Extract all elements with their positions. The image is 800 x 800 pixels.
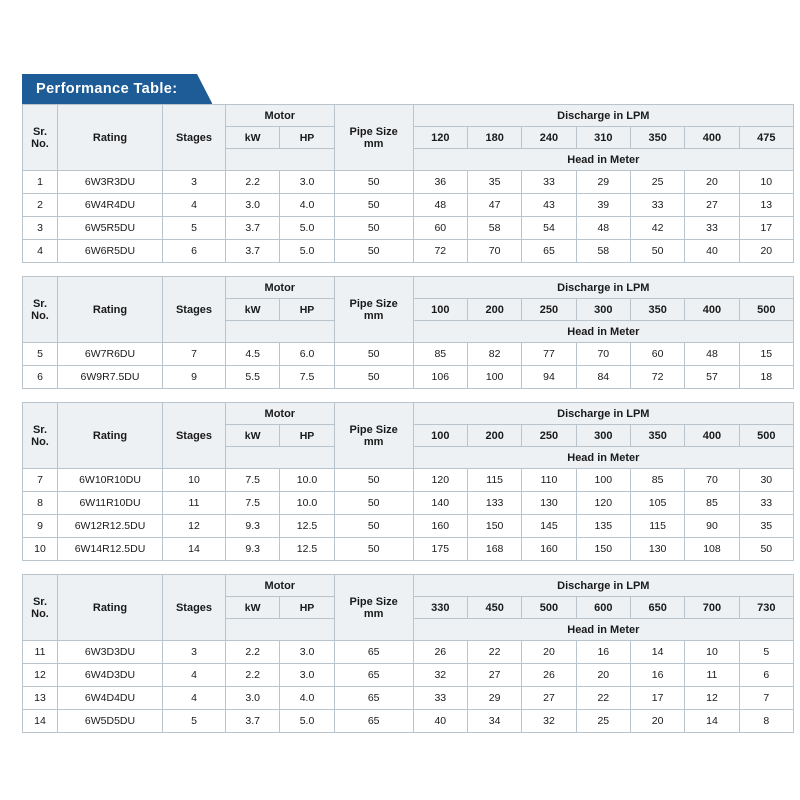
performance-table [22,574,794,733]
cell-head-meter: 58 [467,217,521,240]
cell-head-meter: 82 [467,343,521,366]
column-header-discharge-value: 400 [685,299,739,321]
cell-stages: 14 [163,538,226,561]
cell-sr-no: 5 [23,343,58,366]
cell-head-meter: 25 [576,710,630,733]
cell-pipe-size: 65 [334,641,413,664]
column-header-discharge-value: 500 [522,597,576,619]
cell-motor-kw: 4.5 [226,343,280,366]
cell-head-meter: 20 [522,641,576,664]
cell-head-meter: 175 [413,538,467,561]
cell-head-meter: 50 [739,538,793,561]
column-header-discharge-value: 350 [630,425,684,447]
cell-head-meter: 70 [576,343,630,366]
cell-stages: 9 [163,366,226,389]
cell-head-meter: 30 [739,469,793,492]
cell-head-meter: 65 [522,240,576,263]
cell-motor-kw: 3.7 [226,217,280,240]
cell-head-meter: 110 [522,469,576,492]
table-header-row [23,105,794,127]
column-header-pipe-size [334,403,413,469]
cell-pipe-size: 50 [334,240,413,263]
page-title: Performance Table: [22,74,212,104]
column-header-head-in-meter: Head in Meter [413,149,793,171]
cell-stages: 11 [163,492,226,515]
column-header-discharge-value: 300 [576,299,630,321]
cell-rating: 6W14R12.5DU [58,538,163,561]
cell-head-meter: 48 [685,343,739,366]
cell-motor-hp: 3.0 [280,641,334,664]
header-spacer-motor [226,149,335,171]
cell-rating: 6W11R10DU [58,492,163,515]
cell-head-meter: 16 [576,641,630,664]
cell-motor-hp: 12.5 [280,538,334,561]
column-header-kw: kW [226,597,280,619]
cell-head-meter: 100 [467,366,521,389]
cell-motor-kw: 3.0 [226,687,280,710]
cell-head-meter: 145 [522,515,576,538]
pipe-line-1: Pipe Size [349,423,398,436]
column-header-discharge-value: 300 [576,425,630,447]
column-header-kw: kW [226,299,280,321]
column-header-rating: Rating [58,277,163,343]
cell-motor-kw: 9.3 [226,538,280,561]
column-header-discharge-value: 100 [413,299,467,321]
cell-head-meter: 12 [685,687,739,710]
cell-sr-no: 9 [23,515,58,538]
cell-head-meter: 150 [467,515,521,538]
cell-sr-no: 13 [23,687,58,710]
cell-motor-kw: 3.7 [226,240,280,263]
cell-head-meter: 17 [630,687,684,710]
column-header-discharge-value: 700 [685,597,739,619]
column-header-hp: HP [280,127,334,149]
cell-head-meter: 33 [413,687,467,710]
cell-stages: 10 [163,469,226,492]
cell-head-meter: 39 [576,194,630,217]
pipe-line-1: Pipe Size [349,125,398,138]
cell-head-meter: 85 [685,492,739,515]
pipe-line-2: mm [363,309,384,322]
sr-line-1: Sr. [32,297,48,310]
cell-pipe-size: 50 [334,492,413,515]
column-header-head-in-meter: Head in Meter [413,321,793,343]
cell-rating: 6W7R6DU [58,343,163,366]
column-header-stages: Stages [163,403,226,469]
tables-container [14,104,786,733]
cell-sr-no: 2 [23,194,58,217]
table-header-row [23,277,794,299]
pipe-line-2: mm [363,137,384,150]
cell-head-meter: 105 [630,492,684,515]
column-header-discharge-value: 500 [739,299,793,321]
cell-stages: 6 [163,240,226,263]
cell-head-meter: 35 [739,515,793,538]
cell-head-meter: 48 [413,194,467,217]
column-header-discharge-value: 400 [685,127,739,149]
cell-rating: 6W3D3DU [58,641,163,664]
cell-head-meter: 16 [630,664,684,687]
cell-head-meter: 40 [413,710,467,733]
performance-table [22,276,794,389]
cell-motor-kw: 2.2 [226,664,280,687]
cell-head-meter: 160 [522,538,576,561]
cell-head-meter: 27 [522,687,576,710]
cell-head-meter: 43 [522,194,576,217]
cell-head-meter: 10 [685,641,739,664]
table-header-row [23,403,794,425]
cell-stages: 3 [163,171,226,194]
cell-head-meter: 54 [522,217,576,240]
table-row [23,492,794,515]
column-header-discharge-value: 240 [522,127,576,149]
column-header-stages: Stages [163,575,226,641]
performance-table [22,402,794,561]
cell-head-meter: 6 [739,664,793,687]
column-header-sr-no [23,105,58,171]
cell-head-meter: 60 [413,217,467,240]
cell-head-meter: 168 [467,538,521,561]
cell-sr-no: 10 [23,538,58,561]
cell-stages: 3 [163,641,226,664]
cell-motor-hp: 12.5 [280,515,334,538]
cell-motor-kw: 2.2 [226,641,280,664]
cell-head-meter: 25 [630,171,684,194]
cell-head-meter: 58 [576,240,630,263]
column-header-discharge-value: 120 [413,127,467,149]
column-header-pipe-size [334,277,413,343]
cell-motor-hp: 3.0 [280,171,334,194]
cell-head-meter: 20 [576,664,630,687]
cell-motor-hp: 5.0 [280,240,334,263]
cell-sr-no: 14 [23,710,58,733]
cell-head-meter: 13 [739,194,793,217]
cell-motor-hp: 6.0 [280,343,334,366]
cell-rating: 6W12R12.5DU [58,515,163,538]
column-header-discharge-value: 310 [576,127,630,149]
column-header-motor: Motor [226,105,335,127]
cell-head-meter: 33 [630,194,684,217]
cell-head-meter: 140 [413,492,467,515]
cell-head-meter: 20 [739,240,793,263]
cell-head-meter: 150 [576,538,630,561]
column-header-discharge-value: 330 [413,597,467,619]
table-row [23,343,794,366]
cell-motor-hp: 4.0 [280,194,334,217]
cell-head-meter: 15 [739,343,793,366]
column-header-sr-no [23,277,58,343]
cell-stages: 5 [163,710,226,733]
cell-motor-kw: 3.0 [226,194,280,217]
cell-head-meter: 22 [576,687,630,710]
sr-line-2: No. [31,309,49,322]
cell-pipe-size: 50 [334,194,413,217]
column-header-discharge-lpm: Discharge in LPM [413,277,793,299]
column-header-motor: Motor [226,575,335,597]
column-header-kw: kW [226,127,280,149]
column-header-head-in-meter: Head in Meter [413,447,793,469]
column-header-sr-no [23,575,58,641]
cell-motor-kw: 2.2 [226,171,280,194]
cell-head-meter: 5 [739,641,793,664]
cell-pipe-size: 65 [334,710,413,733]
column-header-discharge-value: 730 [739,597,793,619]
cell-head-meter: 26 [522,664,576,687]
table-row [23,194,794,217]
sr-line-1: Sr. [32,595,48,608]
cell-pipe-size: 65 [334,687,413,710]
column-header-discharge-value: 450 [467,597,521,619]
cell-motor-hp: 4.0 [280,687,334,710]
cell-head-meter: 72 [630,366,684,389]
cell-pipe-size: 65 [334,664,413,687]
column-header-discharge-value: 100 [413,425,467,447]
cell-head-meter: 36 [413,171,467,194]
cell-head-meter: 115 [630,515,684,538]
column-header-discharge-value: 350 [630,299,684,321]
cell-head-meter: 120 [576,492,630,515]
cell-head-meter: 42 [630,217,684,240]
cell-head-meter: 20 [685,171,739,194]
cell-head-meter: 20 [630,710,684,733]
cell-sr-no: 7 [23,469,58,492]
cell-head-meter: 8 [739,710,793,733]
cell-head-meter: 29 [467,687,521,710]
cell-head-meter: 48 [576,217,630,240]
column-header-discharge-value: 400 [685,425,739,447]
cell-head-meter: 22 [467,641,521,664]
column-header-rating: Rating [58,403,163,469]
column-header-discharge-value: 200 [467,425,521,447]
cell-motor-hp: 5.0 [280,710,334,733]
table-row [23,366,794,389]
cell-sr-no: 1 [23,171,58,194]
table-row [23,641,794,664]
cell-pipe-size: 50 [334,469,413,492]
column-header-discharge-lpm: Discharge in LPM [413,403,793,425]
cell-sr-no: 12 [23,664,58,687]
cell-motor-hp: 7.5 [280,366,334,389]
column-header-sr-no [23,403,58,469]
cell-head-meter: 72 [413,240,467,263]
cell-motor-hp: 10.0 [280,492,334,515]
cell-head-meter: 106 [413,366,467,389]
header-spacer-motor [226,321,335,343]
cell-head-meter: 27 [467,664,521,687]
cell-head-meter: 57 [685,366,739,389]
cell-head-meter: 29 [576,171,630,194]
column-header-discharge-value: 180 [467,127,521,149]
cell-head-meter: 115 [467,469,521,492]
cell-head-meter: 60 [630,343,684,366]
table-row [23,687,794,710]
table-row [23,171,794,194]
column-header-rating: Rating [58,105,163,171]
cell-head-meter: 17 [739,217,793,240]
column-header-discharge-value: 500 [739,425,793,447]
cell-head-meter: 34 [467,710,521,733]
cell-pipe-size: 50 [334,343,413,366]
column-header-hp: HP [280,425,334,447]
cell-pipe-size: 50 [334,366,413,389]
column-header-hp: HP [280,597,334,619]
pipe-line-1: Pipe Size [349,297,398,310]
cell-pipe-size: 50 [334,171,413,194]
cell-head-meter: 130 [630,538,684,561]
column-header-stages: Stages [163,105,226,171]
cell-head-meter: 77 [522,343,576,366]
table-row [23,515,794,538]
cell-head-meter: 32 [413,664,467,687]
cell-head-meter: 85 [413,343,467,366]
column-header-motor: Motor [226,277,335,299]
cell-sr-no: 6 [23,366,58,389]
sr-line-1: Sr. [32,423,48,436]
cell-rating: 6W5D5DU [58,710,163,733]
cell-rating: 6W5R5DU [58,217,163,240]
cell-motor-kw: 9.3 [226,515,280,538]
sr-line-1: Sr. [32,125,48,138]
cell-stages: 4 [163,664,226,687]
cell-stages: 4 [163,687,226,710]
pipe-line-2: mm [363,435,384,448]
cell-rating: 6W6R5DU [58,240,163,263]
header-spacer-motor [226,619,335,641]
column-header-head-in-meter: Head in Meter [413,619,793,641]
cell-head-meter: 27 [685,194,739,217]
cell-head-meter: 50 [630,240,684,263]
column-header-hp: HP [280,299,334,321]
column-header-discharge-lpm: Discharge in LPM [413,575,793,597]
cell-head-meter: 135 [576,515,630,538]
cell-motor-hp: 5.0 [280,217,334,240]
cell-head-meter: 32 [522,710,576,733]
cell-head-meter: 84 [576,366,630,389]
cell-motor-kw: 7.5 [226,469,280,492]
column-header-pipe-size [334,575,413,641]
cell-stages: 7 [163,343,226,366]
cell-head-meter: 35 [467,171,521,194]
cell-head-meter: 10 [739,171,793,194]
cell-rating: 6W9R7.5DU [58,366,163,389]
column-header-discharge-value: 600 [576,597,630,619]
sr-line-2: No. [31,435,49,448]
pipe-line-2: mm [363,607,384,620]
sr-line-2: No. [31,137,49,150]
table-header-row [23,575,794,597]
cell-head-meter: 26 [413,641,467,664]
table-row [23,469,794,492]
cell-motor-hp: 3.0 [280,664,334,687]
table-row [23,538,794,561]
cell-rating: 6W4D3DU [58,664,163,687]
column-header-pipe-size [334,105,413,171]
column-header-discharge-value: 475 [739,127,793,149]
cell-head-meter: 33 [522,171,576,194]
cell-head-meter: 33 [685,217,739,240]
cell-rating: 6W10R10DU [58,469,163,492]
cell-head-meter: 14 [630,641,684,664]
cell-motor-kw: 5.5 [226,366,280,389]
cell-rating: 6W3R3DU [58,171,163,194]
cell-head-meter: 90 [685,515,739,538]
cell-sr-no: 4 [23,240,58,263]
column-header-discharge-value: 200 [467,299,521,321]
cell-pipe-size: 50 [334,538,413,561]
cell-head-meter: 108 [685,538,739,561]
cell-sr-no: 8 [23,492,58,515]
table-row [23,217,794,240]
cell-motor-kw: 7.5 [226,492,280,515]
column-header-kw: kW [226,425,280,447]
header-spacer-motor [226,447,335,469]
cell-head-meter: 14 [685,710,739,733]
cell-head-meter: 70 [685,469,739,492]
column-header-rating: Rating [58,575,163,641]
cell-stages: 5 [163,217,226,240]
cell-rating: 6W4D4DU [58,687,163,710]
table-row [23,710,794,733]
cell-motor-kw: 3.7 [226,710,280,733]
cell-head-meter: 130 [522,492,576,515]
cell-rating: 6W4R4DU [58,194,163,217]
cell-head-meter: 7 [739,687,793,710]
cell-head-meter: 18 [739,366,793,389]
cell-motor-hp: 10.0 [280,469,334,492]
cell-sr-no: 3 [23,217,58,240]
cell-stages: 4 [163,194,226,217]
cell-head-meter: 11 [685,664,739,687]
pipe-line-1: Pipe Size [349,595,398,608]
cell-sr-no: 11 [23,641,58,664]
cell-head-meter: 33 [739,492,793,515]
cell-head-meter: 120 [413,469,467,492]
column-header-discharge-lpm: Discharge in LPM [413,105,793,127]
table-row [23,240,794,263]
cell-head-meter: 160 [413,515,467,538]
cell-head-meter: 40 [685,240,739,263]
cell-head-meter: 47 [467,194,521,217]
cell-head-meter: 133 [467,492,521,515]
banner-container [14,0,786,104]
column-header-discharge-value: 250 [522,299,576,321]
cell-stages: 12 [163,515,226,538]
cell-head-meter: 85 [630,469,684,492]
table-row [23,664,794,687]
cell-head-meter: 70 [467,240,521,263]
performance-table [22,104,794,263]
column-header-discharge-value: 250 [522,425,576,447]
column-header-discharge-value: 350 [630,127,684,149]
cell-head-meter: 100 [576,469,630,492]
sr-line-2: No. [31,607,49,620]
column-header-motor: Motor [226,403,335,425]
cell-pipe-size: 50 [334,217,413,240]
cell-pipe-size: 50 [334,515,413,538]
cell-head-meter: 94 [522,366,576,389]
column-header-stages: Stages [163,277,226,343]
column-header-discharge-value: 650 [630,597,684,619]
